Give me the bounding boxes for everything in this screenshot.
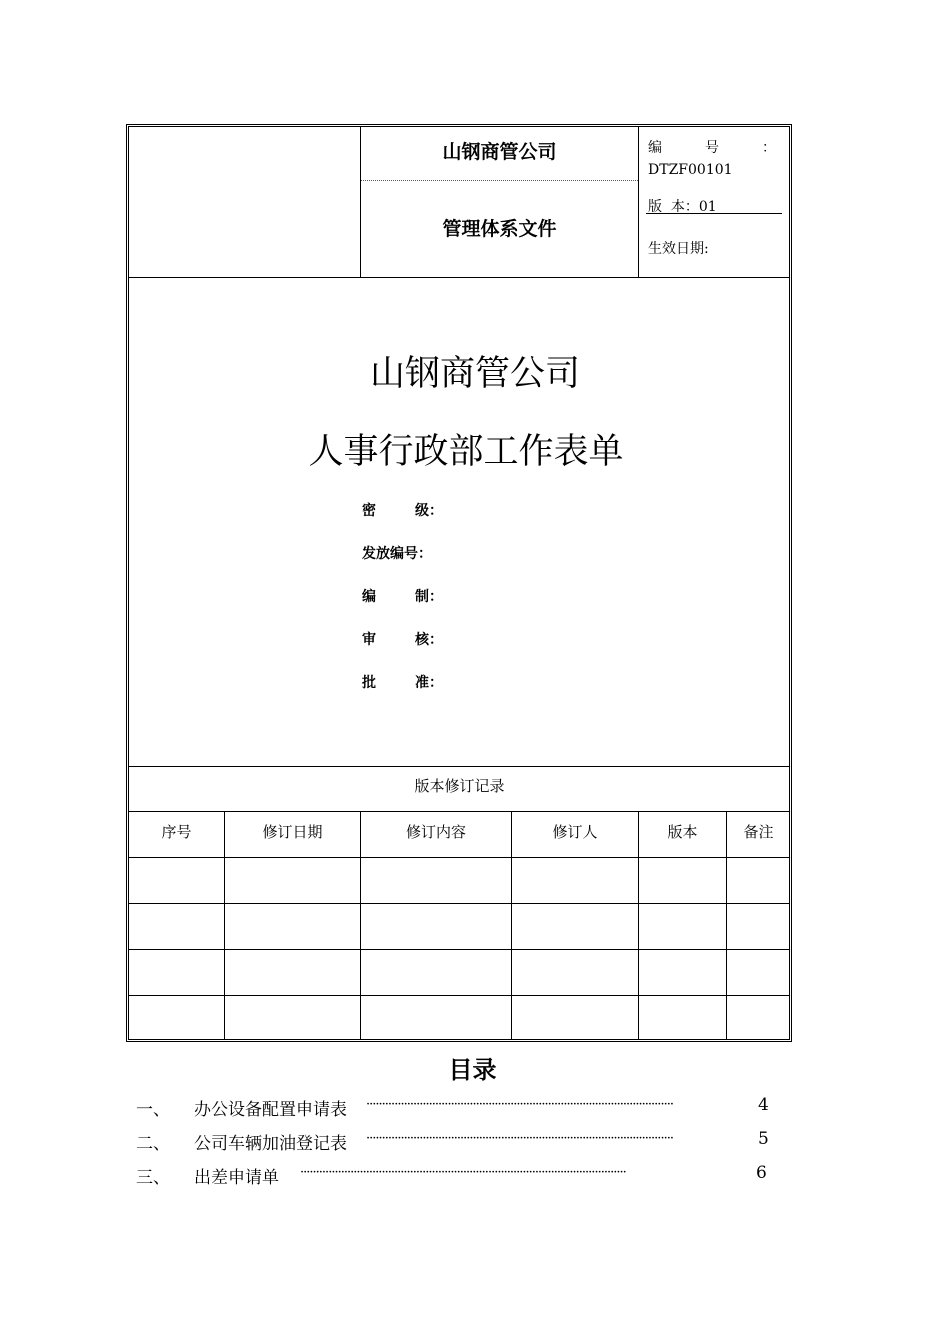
- header-divider-2: [638, 127, 639, 278]
- revision-row-line-3: [129, 949, 790, 950]
- column-header-seq: 序号: [161, 823, 192, 841]
- toc-item-page: 6: [756, 1163, 767, 1183]
- toc-item-number: 一、: [136, 1100, 170, 1120]
- revision-record-title: 版本修订记录: [414, 777, 505, 795]
- revision-row-line-2: [129, 903, 790, 904]
- column-header-revision-content: 修订内容: [405, 823, 466, 841]
- column-header-version: 版本: [667, 823, 698, 841]
- toc-item-label: 公司车辆加油登记表: [194, 1134, 347, 1154]
- field-prepared-by: 编 制：: [362, 589, 443, 605]
- code-value: DTZF00101: [648, 162, 733, 178]
- toc-item-page: 4: [758, 1095, 769, 1115]
- revision-col-line-2: [360, 811, 361, 1040]
- column-header-reviser: 修订人: [552, 823, 598, 841]
- header-dotted-divider: [361, 180, 638, 181]
- field-distribution-number: 发放编号：: [362, 546, 432, 562]
- toc-leader-dots: ··································································································: [366, 1097, 673, 1112]
- cover-company-title: 山钢商管公司: [369, 354, 580, 394]
- version-underline: [646, 213, 782, 214]
- revision-header-line: [129, 811, 790, 812]
- effective-date-label: 生效日期:: [648, 241, 709, 257]
- toc-item-number: 二、: [136, 1134, 170, 1154]
- header-doc-type: 管理体系文件: [442, 218, 557, 240]
- column-header-remarks: 备注: [743, 823, 774, 841]
- revision-row-line-4: [129, 995, 790, 996]
- cover-document-title: 人事行政部工作表单: [308, 432, 624, 472]
- code-label: 编 号 ：: [648, 140, 776, 156]
- revision-col-line-3: [511, 811, 512, 1040]
- revision-row-line-1: [129, 857, 790, 858]
- toc-item-number: 三、: [136, 1168, 170, 1188]
- toc-item-label: 办公设备配置申请表: [194, 1100, 347, 1120]
- field-reviewed-by: 审 核：: [362, 632, 443, 648]
- toc-leader-dots: ········································································································: [300, 1165, 626, 1180]
- version-label: 版 本：01: [648, 199, 717, 215]
- revision-col-line-4: [638, 811, 639, 1040]
- field-approved-by: 批 准：: [362, 675, 443, 691]
- toc-item-label: 出差申请单: [194, 1168, 279, 1188]
- field-classification: 密 级：: [362, 503, 443, 519]
- toc-title: 目录: [448, 1055, 497, 1084]
- revision-col-line-1: [224, 811, 225, 1040]
- header-company: 山钢商管公司: [442, 141, 557, 163]
- column-header-revision-date: 修订日期: [262, 823, 323, 841]
- revision-top-line: [129, 766, 790, 767]
- revision-col-line-5: [726, 811, 727, 1040]
- header-bottom-line: [129, 277, 790, 278]
- toc-item-page: 5: [758, 1129, 769, 1149]
- toc-leader-dots: ··································································································: [366, 1131, 673, 1146]
- document-frame: [126, 124, 792, 1042]
